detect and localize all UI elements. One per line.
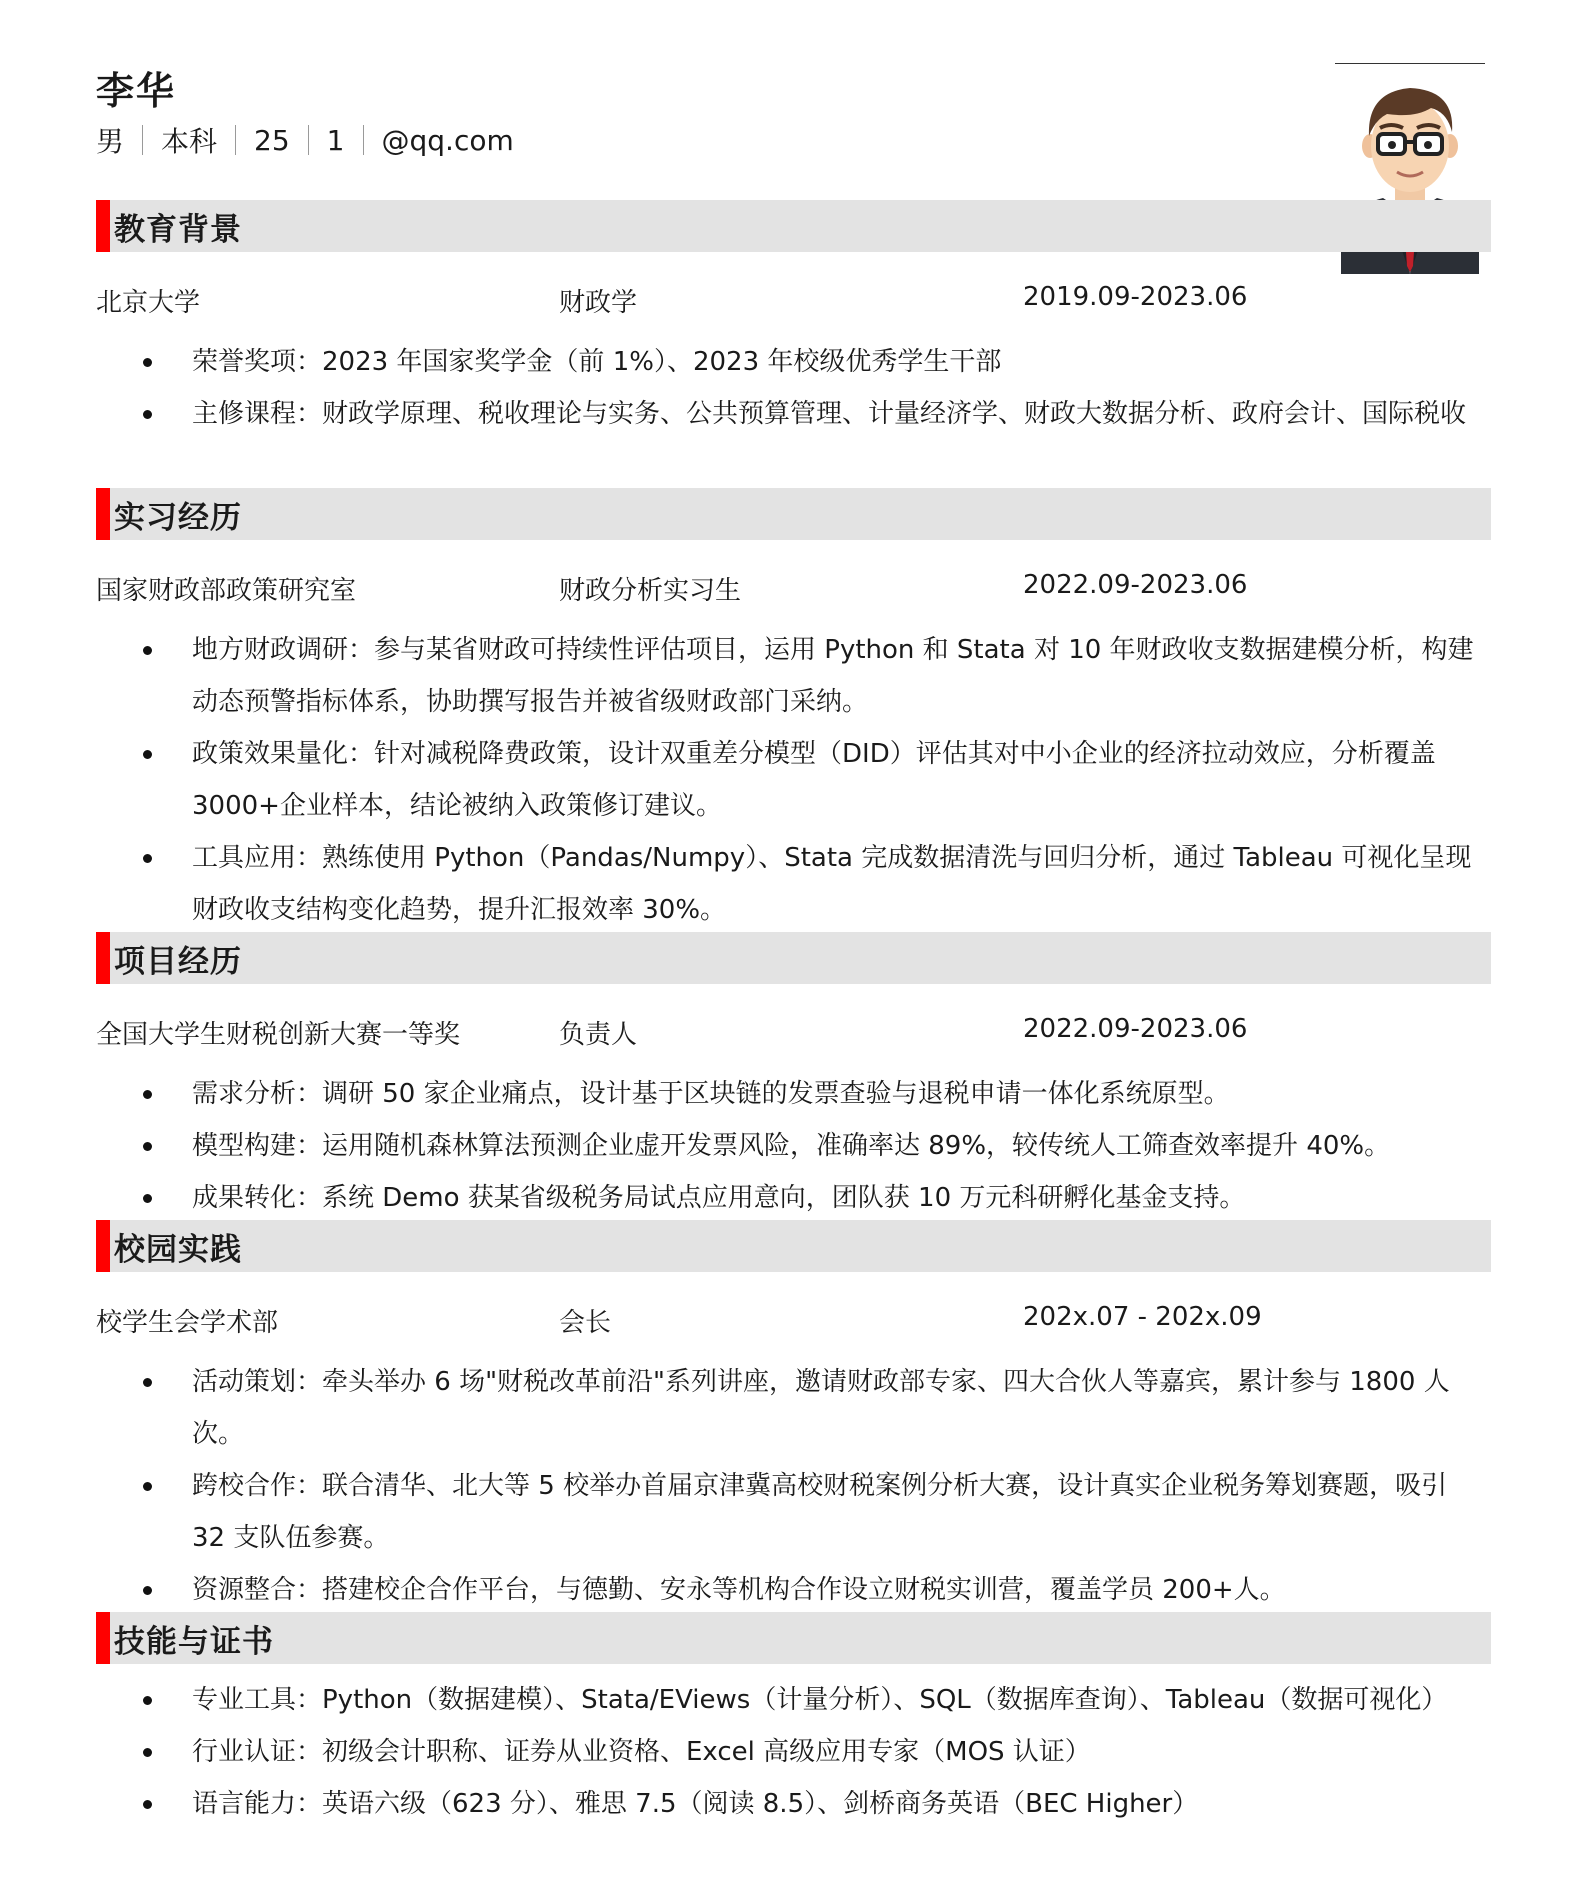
list-item: 模型构建：运用随机森林算法预测企业虚开发票风险，准确率达 89%，较传统人工筛查效率提升 40%。 <box>96 1120 1491 1172</box>
campus-entry <box>96 1302 1491 1342</box>
personal-info <box>96 120 514 160</box>
gender: 男 <box>96 125 125 158</box>
project-name: 全国大学生财税创新大赛一等奖 <box>96 1020 461 1050</box>
list-item: 活动策划：牵头举办 6 场"财税改革前沿"系列讲座，邀请财政部专家、四大合伙人等嘉宾，累计参与 1800 人次。 <box>96 1356 1491 1460</box>
internship-entry <box>96 570 1491 610</box>
education-entry <box>96 282 1491 322</box>
bullet-icon <box>143 646 152 655</box>
list-item: 语言能力：英语六级（623 分）、雅思 7.5（阅读 8.5）、剑桥商务英语（BEC Higher） <box>96 1778 1491 1830</box>
date-range: 2022.09-2023.06 <box>1023 570 1248 600</box>
bullet-icon <box>143 1090 152 1099</box>
project-entry <box>96 1014 1491 1054</box>
section-header-education <box>96 200 1491 252</box>
campus-bullets <box>96 1356 1491 1616</box>
phone: 1 <box>326 123 345 157</box>
photo-top-rule <box>1335 63 1485 64</box>
bullet-icon <box>143 358 152 367</box>
age: 25 <box>254 123 290 157</box>
list-item: 行业认证：初级会计职称、证券从业资格、Excel 高级应用专家（MOS 认证） <box>96 1726 1491 1778</box>
bullet-icon <box>143 1142 152 1151</box>
role: 负责人 <box>559 1020 638 1050</box>
list-item: 主修课程：财政学原理、税收理论与实务、公共预算管理、计量经济学、财政大数据分析、政府会计、国际税收 <box>96 388 1491 440</box>
list-item: 专业工具：Python（数据建模）、Stata/EViews（计量分析）、SQL（数据库查询）、Tableau（数据可视化） <box>96 1674 1491 1726</box>
list-item: 成果转化：系统 Demo 获某省级税务局试点应用意向，团队获 10 万元科研孵化基金支持。 <box>96 1172 1491 1224</box>
divider <box>363 125 364 155</box>
skills-bullets <box>96 1674 1491 1830</box>
list-item: 地方财政调研：参与某省财政可持续性评估项目，运用 Python 和 Stata 对 10 年财政收支数据建模分析，构建动态预警指标体系，协助撰写报告并被省级财政部门采纳。 <box>96 624 1491 728</box>
list-item: 资源整合：搭建校企合作平台，与德勤、安永等机构合作设立财税实训营，覆盖学员 200+人。 <box>96 1564 1491 1616</box>
section-title: 教育背景 <box>114 211 242 248</box>
email: @qq.com <box>381 123 514 157</box>
org-name: 国家财政部政策研究室 <box>96 576 357 606</box>
bullet-icon <box>143 1482 152 1491</box>
school-name: 北京大学 <box>96 288 201 318</box>
candidate-name: 李华 <box>96 69 177 113</box>
project-bullets <box>96 1068 1491 1224</box>
section-title: 技能与证书 <box>114 1623 274 1660</box>
divider <box>142 125 143 155</box>
section-header-campus <box>96 1220 1491 1272</box>
divider <box>235 125 236 155</box>
bullet-icon <box>143 1194 152 1203</box>
bullet-icon <box>143 750 152 759</box>
date-range: 202x.07 - 202x.09 <box>1023 1302 1262 1332</box>
bullet-icon <box>143 1378 152 1387</box>
divider <box>308 125 309 155</box>
bullet-icon <box>143 1696 152 1705</box>
section-header-projects <box>96 932 1491 984</box>
bullet-icon <box>143 1800 152 1809</box>
major: 财政学 <box>559 288 638 318</box>
bullet-icon <box>143 1586 152 1595</box>
list-item: 跨校合作：联合清华、北大等 5 校举办首届京津冀高校财税案例分析大赛，设计真实企业税务筹划赛题，吸引 32 支队伍参赛。 <box>96 1460 1491 1564</box>
bullet-icon <box>143 854 152 863</box>
org-name: 校学生会学术部 <box>96 1308 279 1338</box>
education-bullets <box>96 336 1491 440</box>
internship-bullets <box>96 624 1491 936</box>
date-range: 2019.09-2023.06 <box>1023 282 1248 312</box>
bullet-icon <box>143 410 152 419</box>
section-header-internship <box>96 488 1491 540</box>
section-title: 校园实践 <box>114 1231 242 1268</box>
section-header-skills <box>96 1612 1491 1664</box>
bullet-icon <box>143 1748 152 1757</box>
list-item: 政策效果量化：针对减税降费政策，设计双重差分模型（DID）评估其对中小企业的经济拉动效应，分析覆盖 3000+企业样本，结论被纳入政策修订建议。 <box>96 728 1491 832</box>
position: 财政分析实习生 <box>559 576 742 606</box>
list-item: 需求分析：调研 50 家企业痛点，设计基于区块链的发票查验与退税申请一体化系统原型。 <box>96 1068 1491 1120</box>
date-range: 2022.09-2023.06 <box>1023 1014 1248 1044</box>
section-title: 实习经历 <box>114 499 242 536</box>
list-item: 荣誉奖项：2023 年国家奖学金（前 1%）、2023 年校级优秀学生干部 <box>96 336 1491 388</box>
degree: 本科 <box>161 125 218 158</box>
section-title: 项目经历 <box>114 943 242 980</box>
list-item: 工具应用：熟练使用 Python（Pandas/Numpy）、Stata 完成数据清洗与回归分析，通过 Tableau 可视化呈现财政收支结构变化趋势，提升汇报效率 30%。 <box>96 832 1491 936</box>
position: 会长 <box>559 1308 612 1338</box>
